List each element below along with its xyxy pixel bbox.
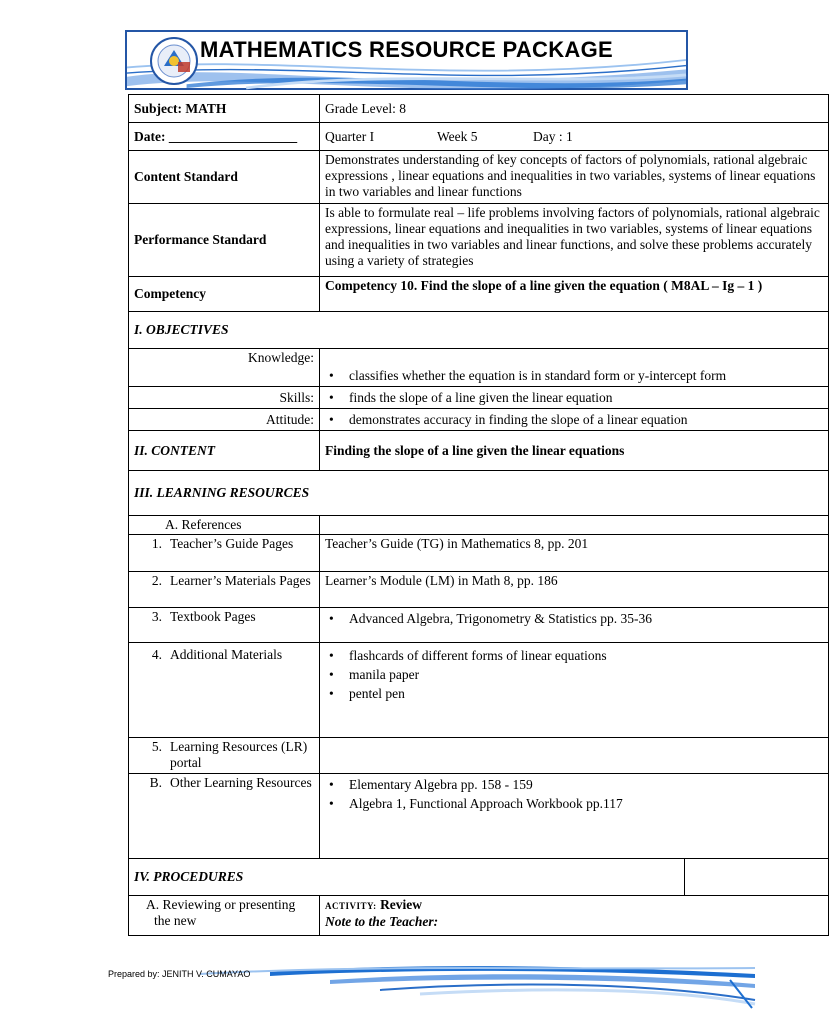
reviewing-row (129, 896, 829, 936)
teachers-guide-text: Teacher’s Guide (TG) in Mathematics 8, pp. 201 (320, 535, 829, 572)
additional-materials-num: 4. (151, 647, 162, 662)
content-row (129, 431, 829, 471)
performance-standard-text: Is able to formulate real – life problems involving factors of polynomials, rational algebraic expressions, linear equations and inequalities in two variables, systems of linear equations and inequalities in two variables and linear functions, and solve these problems accurately using a variety of strategies (320, 204, 829, 277)
references-row (129, 516, 829, 535)
procedures-extra-cell (685, 859, 829, 896)
skills-row (129, 387, 829, 409)
activity-tag: ACTIVITY: (325, 901, 377, 911)
learners-materials-label-cell (129, 572, 320, 608)
grade-cell: Grade Level: 8 (320, 95, 829, 123)
competency-row (129, 277, 829, 312)
other-resource-item: • Algebra 1, Functional Approach Workbook pp.117 (349, 794, 823, 813)
content-text: Finding the slope of a line given the linear equations (320, 431, 829, 471)
references-label: A. References (129, 516, 320, 535)
lr-portal-label-cell (129, 738, 320, 774)
teacher-note: Note to the Teacher: (325, 914, 439, 929)
quarter-text: Quarter I (325, 128, 375, 144)
other-resources-num: B. (149, 775, 162, 790)
learners-materials-text: Learner’s Module (LM) in Math 8, pp. 186 (320, 572, 829, 608)
attitude-row (129, 409, 829, 431)
lr-portal-empty (320, 738, 829, 774)
references-empty (320, 516, 829, 535)
subject-cell: Subject: MATH (129, 95, 320, 123)
knowledge-cell (320, 349, 829, 387)
other-resources-label: Other Learning Resources (170, 775, 312, 790)
content-standard-label: Content Standard (129, 151, 320, 204)
knowledge-row (129, 349, 829, 387)
footer-swoosh (0, 960, 768, 1010)
activity-title: Review (380, 897, 423, 912)
performance-standard-label: Performance Standard (129, 204, 320, 277)
objectives-heading-row (129, 312, 829, 349)
resources-heading: III. LEARNING RESOURCES (129, 471, 829, 516)
footer (0, 960, 768, 1010)
additional-material-item: • manila paper (349, 665, 823, 684)
other-resources-row (129, 774, 829, 859)
skills-label: Skills: (129, 387, 320, 409)
teachers-guide-num: 1. (151, 536, 162, 551)
textbook-row (129, 608, 829, 643)
attitude-cell (320, 409, 829, 431)
skills-cell (320, 387, 829, 409)
textbook-cell (320, 608, 829, 643)
reviewing-label-cell (129, 896, 320, 936)
objectives-heading: I. OBJECTIVES (129, 312, 829, 349)
textbook-label: Textbook Pages (170, 609, 256, 624)
additional-materials-row (129, 643, 829, 738)
teachers-guide-label: Teacher’s Guide Pages (170, 536, 294, 551)
other-resources-cell (320, 774, 829, 859)
additional-material-item: • flashcards of different forms of linear equations (349, 646, 823, 665)
additional-materials-label: Additional Materials (170, 647, 283, 662)
procedures-heading: IV. PROCEDURES (129, 859, 685, 896)
reviewing-label: A. Reviewing or presenting the new (146, 897, 296, 928)
date-cell: Date: ___________________ (129, 123, 320, 151)
competency-text: Competency 10. Find the slope of a line given the equation ( M8AL – Ig – 1 ) (320, 277, 829, 312)
content-heading: II. CONTENT (129, 431, 320, 471)
quarter-cell (320, 123, 829, 151)
knowledge-item: • classifies whether the equation is in standard form or y-intercept form (349, 366, 823, 385)
lesson-plan-table (128, 94, 829, 936)
teachers-guide-label-cell (129, 535, 320, 572)
resources-heading-row (129, 471, 829, 516)
additional-materials-cell (320, 643, 829, 738)
learners-materials-row (129, 572, 829, 608)
skills-item: • finds the slope of a line given the linear equation (349, 388, 823, 407)
competency-label: Competency (129, 277, 320, 312)
lr-portal-row (129, 738, 829, 774)
attitude-label: Attitude: (129, 409, 320, 431)
header-banner (125, 30, 688, 90)
content-standard-text: Demonstrates understanding of key concepts of factors of polynomials, rational algebraic expressions , linear equations and inequalities in two variables, systems of linear equations in two variables and linear functions (320, 151, 829, 204)
page-title: MATHEMATICS RESOURCE PACKAGE (200, 37, 613, 62)
learners-materials-num: 2. (151, 573, 162, 588)
other-resources-label-cell (129, 774, 320, 859)
day-text: Day : 1 (533, 128, 573, 144)
lr-portal-label: Learning Resources (LR) portal (170, 739, 308, 770)
textbook-label-cell (129, 608, 320, 643)
content-standard-row (129, 151, 829, 204)
teachers-guide-row (129, 535, 829, 572)
lr-portal-num: 5. (151, 739, 162, 754)
week-text: Week 5 (437, 128, 478, 144)
performance-standard-row (129, 204, 829, 277)
additional-materials-label-cell (129, 643, 320, 738)
procedures-heading-row (129, 859, 829, 896)
attitude-item: • demonstrates accuracy in finding the slope of a linear equation (349, 410, 823, 429)
reviewing-cell (320, 896, 829, 936)
additional-material-item: • pentel pen (349, 684, 823, 703)
subject-row (129, 95, 829, 123)
textbook-num: 3. (151, 609, 162, 624)
date-row (129, 123, 829, 151)
prepared-by: Prepared by: JENITH V. CUMAYAO (108, 969, 251, 979)
textbook-item: • Advanced Algebra, Trigonometry & Statistics pp. 35-36 (349, 609, 823, 628)
learners-materials-label: Learner’s Materials Pages (170, 573, 311, 588)
knowledge-label: Knowledge: (129, 349, 320, 387)
other-resource-item: • Elementary Algebra pp. 158 - 159 (349, 775, 823, 794)
